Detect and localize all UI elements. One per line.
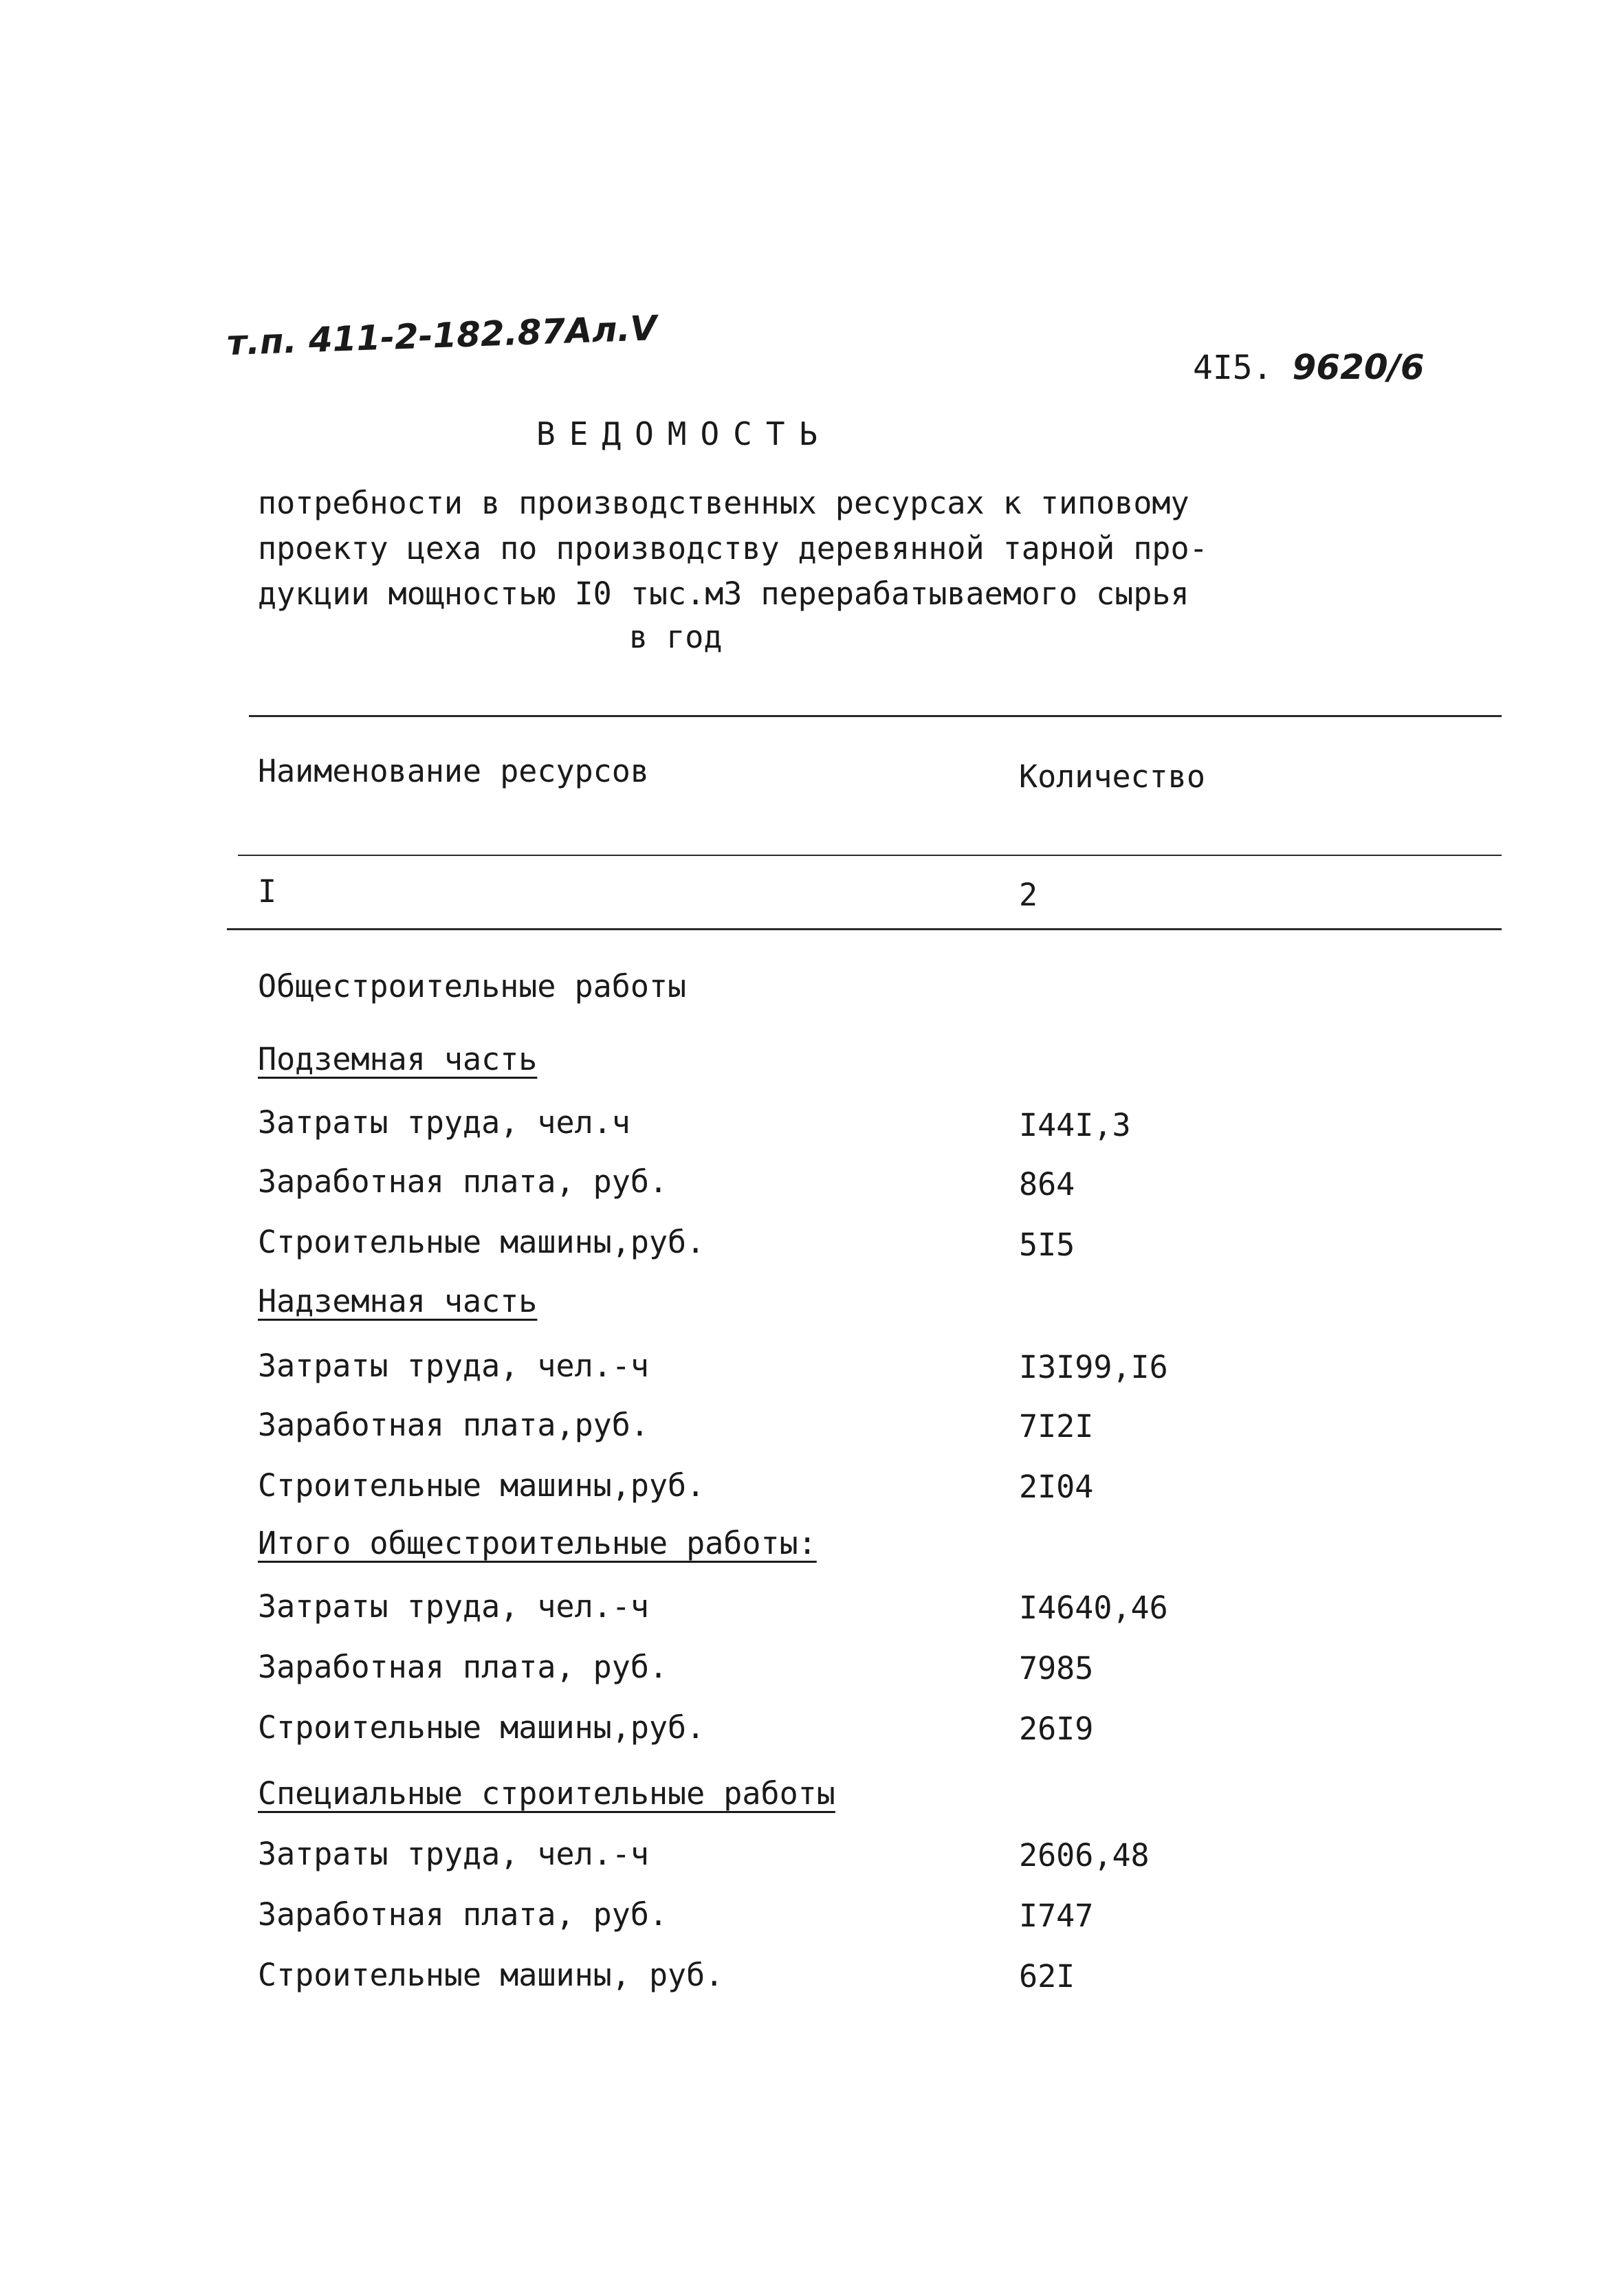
row-value: 864 — [1019, 1166, 1075, 1203]
row-label: Затраты труда, чел.-ч — [258, 1836, 649, 1872]
row-label: Строительные машины,руб. — [258, 1467, 705, 1504]
header-bottom-rule — [238, 855, 1502, 856]
document-title: ВЕДОМОСТЬ — [536, 415, 832, 452]
subtitle-line: дукции мощностью I0 тыс.м3 перерабатываемого сырья — [258, 575, 1189, 612]
row-label: Строительные машины, руб. — [258, 1957, 724, 1993]
row-value: 62I — [1019, 1958, 1075, 1995]
row-value: 2606,48 — [1019, 1837, 1150, 1874]
row-value: I747 — [1019, 1898, 1094, 1934]
sheet-reference — [1193, 347, 1425, 387]
row-label: Строительные машины,руб. — [258, 1224, 705, 1260]
sheet-reference-printed: 4I5. — [1193, 349, 1273, 387]
section-heading: Общестроительные работы — [258, 968, 687, 1004]
row-label: Заработная плата, руб. — [258, 1896, 668, 1933]
row-value: 7I2I — [1019, 1408, 1094, 1445]
row-label: Затраты труда, чел.ч — [258, 1104, 630, 1141]
subtitle-line: в год — [629, 619, 723, 655]
row-label: Заработная плата, руб. — [258, 1163, 668, 1200]
row-label: Затраты труда, чел.-ч — [258, 1588, 649, 1625]
group-heading: Надземная часть — [258, 1283, 538, 1319]
row-label: Заработная плата, руб. — [258, 1649, 668, 1685]
row-value: 7985 — [1019, 1650, 1094, 1687]
column-number-1: I — [258, 873, 277, 910]
row-value: I4640,46 — [1019, 1590, 1168, 1626]
column-header-name: Наименование ресурсов — [258, 753, 649, 789]
sheet-reference-handwritten: 9620/6 — [1292, 347, 1425, 387]
subtitle-line: проекту цеха по производству деревянной тарной про- — [258, 530, 1208, 567]
row-label: Строительные машины,руб. — [258, 1709, 705, 1746]
group-heading: Подземная часть — [258, 1041, 538, 1077]
group-heading: Итого общестроительные работы: — [258, 1525, 817, 1561]
row-value: 5I5 — [1019, 1227, 1075, 1263]
subtitle-line: потребности в производственных ресурсах к типовому — [258, 485, 1189, 521]
row-value: I44I,3 — [1019, 1107, 1131, 1143]
column-number-2: 2 — [1019, 877, 1038, 913]
column-header-quantity: Количество — [1019, 758, 1205, 795]
row-value: 2I04 — [1019, 1469, 1094, 1505]
project-reference: т.п. 411-2-182.87Ал.V — [226, 308, 658, 363]
row-value: 26I9 — [1019, 1711, 1094, 1747]
table-top-rule — [249, 715, 1502, 717]
group-heading: Специальные строительные работы — [258, 1775, 835, 1812]
row-label: Заработная плата,руб. — [258, 1407, 649, 1443]
row-label: Затраты труда, чел.-ч — [258, 1348, 649, 1384]
row-value: I3I99,I6 — [1019, 1349, 1168, 1385]
column-numbers-rule — [227, 928, 1502, 930]
